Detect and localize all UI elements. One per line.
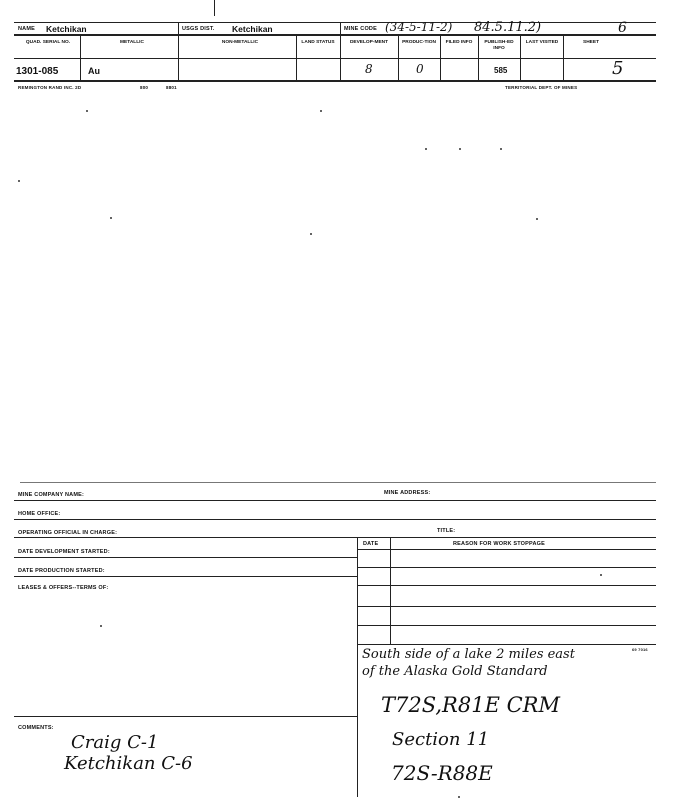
- comment-line-1: Craig C-1: [71, 732, 159, 753]
- prod-started-label: DATE PRODUCTION STARTED:: [18, 568, 105, 574]
- col-production: PRODUC-TION: [402, 40, 436, 45]
- col-non-metallic: NON-METALLIC: [221, 40, 259, 45]
- small-code-label: 69 7016: [632, 647, 648, 652]
- production-value: 0: [416, 62, 424, 76]
- metallic-value: Au: [88, 66, 100, 76]
- comments-label: COMMENTS:: [18, 725, 54, 731]
- serial-value: 1301-085: [16, 66, 59, 77]
- col-filed-info: FILED INFO: [445, 40, 473, 45]
- section-text: Section 11: [392, 729, 490, 750]
- township-text: T72S,R81E CRM: [381, 693, 560, 717]
- usgs-label: USGS DIST.: [182, 26, 215, 32]
- mine-code-value: (34-5-11-2): [385, 20, 453, 34]
- home-office-label: HOME OFFICE:: [18, 511, 61, 517]
- col-sheet: SHEET: [583, 40, 599, 45]
- reason-label: REASON FOR WORK STOPPAGE: [453, 541, 545, 547]
- date-label: DATE: [363, 541, 379, 547]
- location-line-2: of the Alaska Gold Standard: [362, 664, 548, 679]
- printer-label: REMINGTON RAND INC. 2D: [18, 85, 82, 90]
- col-last-visited: LAST VISITED: [525, 40, 559, 45]
- comment-line-2: Ketchikan C-6: [64, 753, 193, 774]
- mine-code-label: MINE CODE: [344, 26, 377, 32]
- usgs-value: Ketchikan: [232, 24, 273, 34]
- col-quad-serial: QUAD. SERIAL NO.: [25, 40, 71, 45]
- col-development: DEVELOP-MENT: [349, 40, 389, 45]
- col-land-status: LAND STATUS: [301, 40, 335, 45]
- company-label: MINE COMPANY NAME:: [18, 492, 85, 498]
- code2-label: 8801: [166, 85, 177, 90]
- mine-code-alt: 84.5.11.2): [474, 20, 542, 35]
- leases-label: LEASES & OFFERS--TERMS OF:: [18, 585, 109, 591]
- col-published-info: PUBLISH-ED INFO: [484, 40, 514, 51]
- dev-started-label: DATE DEVELOPMENT STARTED:: [18, 549, 110, 555]
- name-value: Ketchikan: [46, 24, 87, 34]
- sheet-value: 5: [612, 58, 624, 79]
- code1-label: 800: [140, 85, 149, 90]
- top-tick: [214, 0, 215, 16]
- official-label: OPERATING OFFICIAL IN CHARGE:: [18, 530, 118, 536]
- dept-label: TERRITORIAL DEPT. OF MINES: [505, 85, 578, 90]
- col-metallic: METALLIC: [120, 40, 144, 45]
- title-label: TITLE:: [437, 528, 456, 534]
- name-label: NAME: [18, 26, 35, 32]
- alt-township-text: 72S-R88E: [391, 761, 493, 785]
- corner-mark: 6: [618, 20, 627, 36]
- development-value: 8: [365, 62, 373, 76]
- published-info-value: 585: [494, 66, 508, 75]
- address-label: MINE ADDRESS:: [384, 490, 431, 496]
- location-line-1: South side of a lake 2 miles east: [362, 647, 575, 662]
